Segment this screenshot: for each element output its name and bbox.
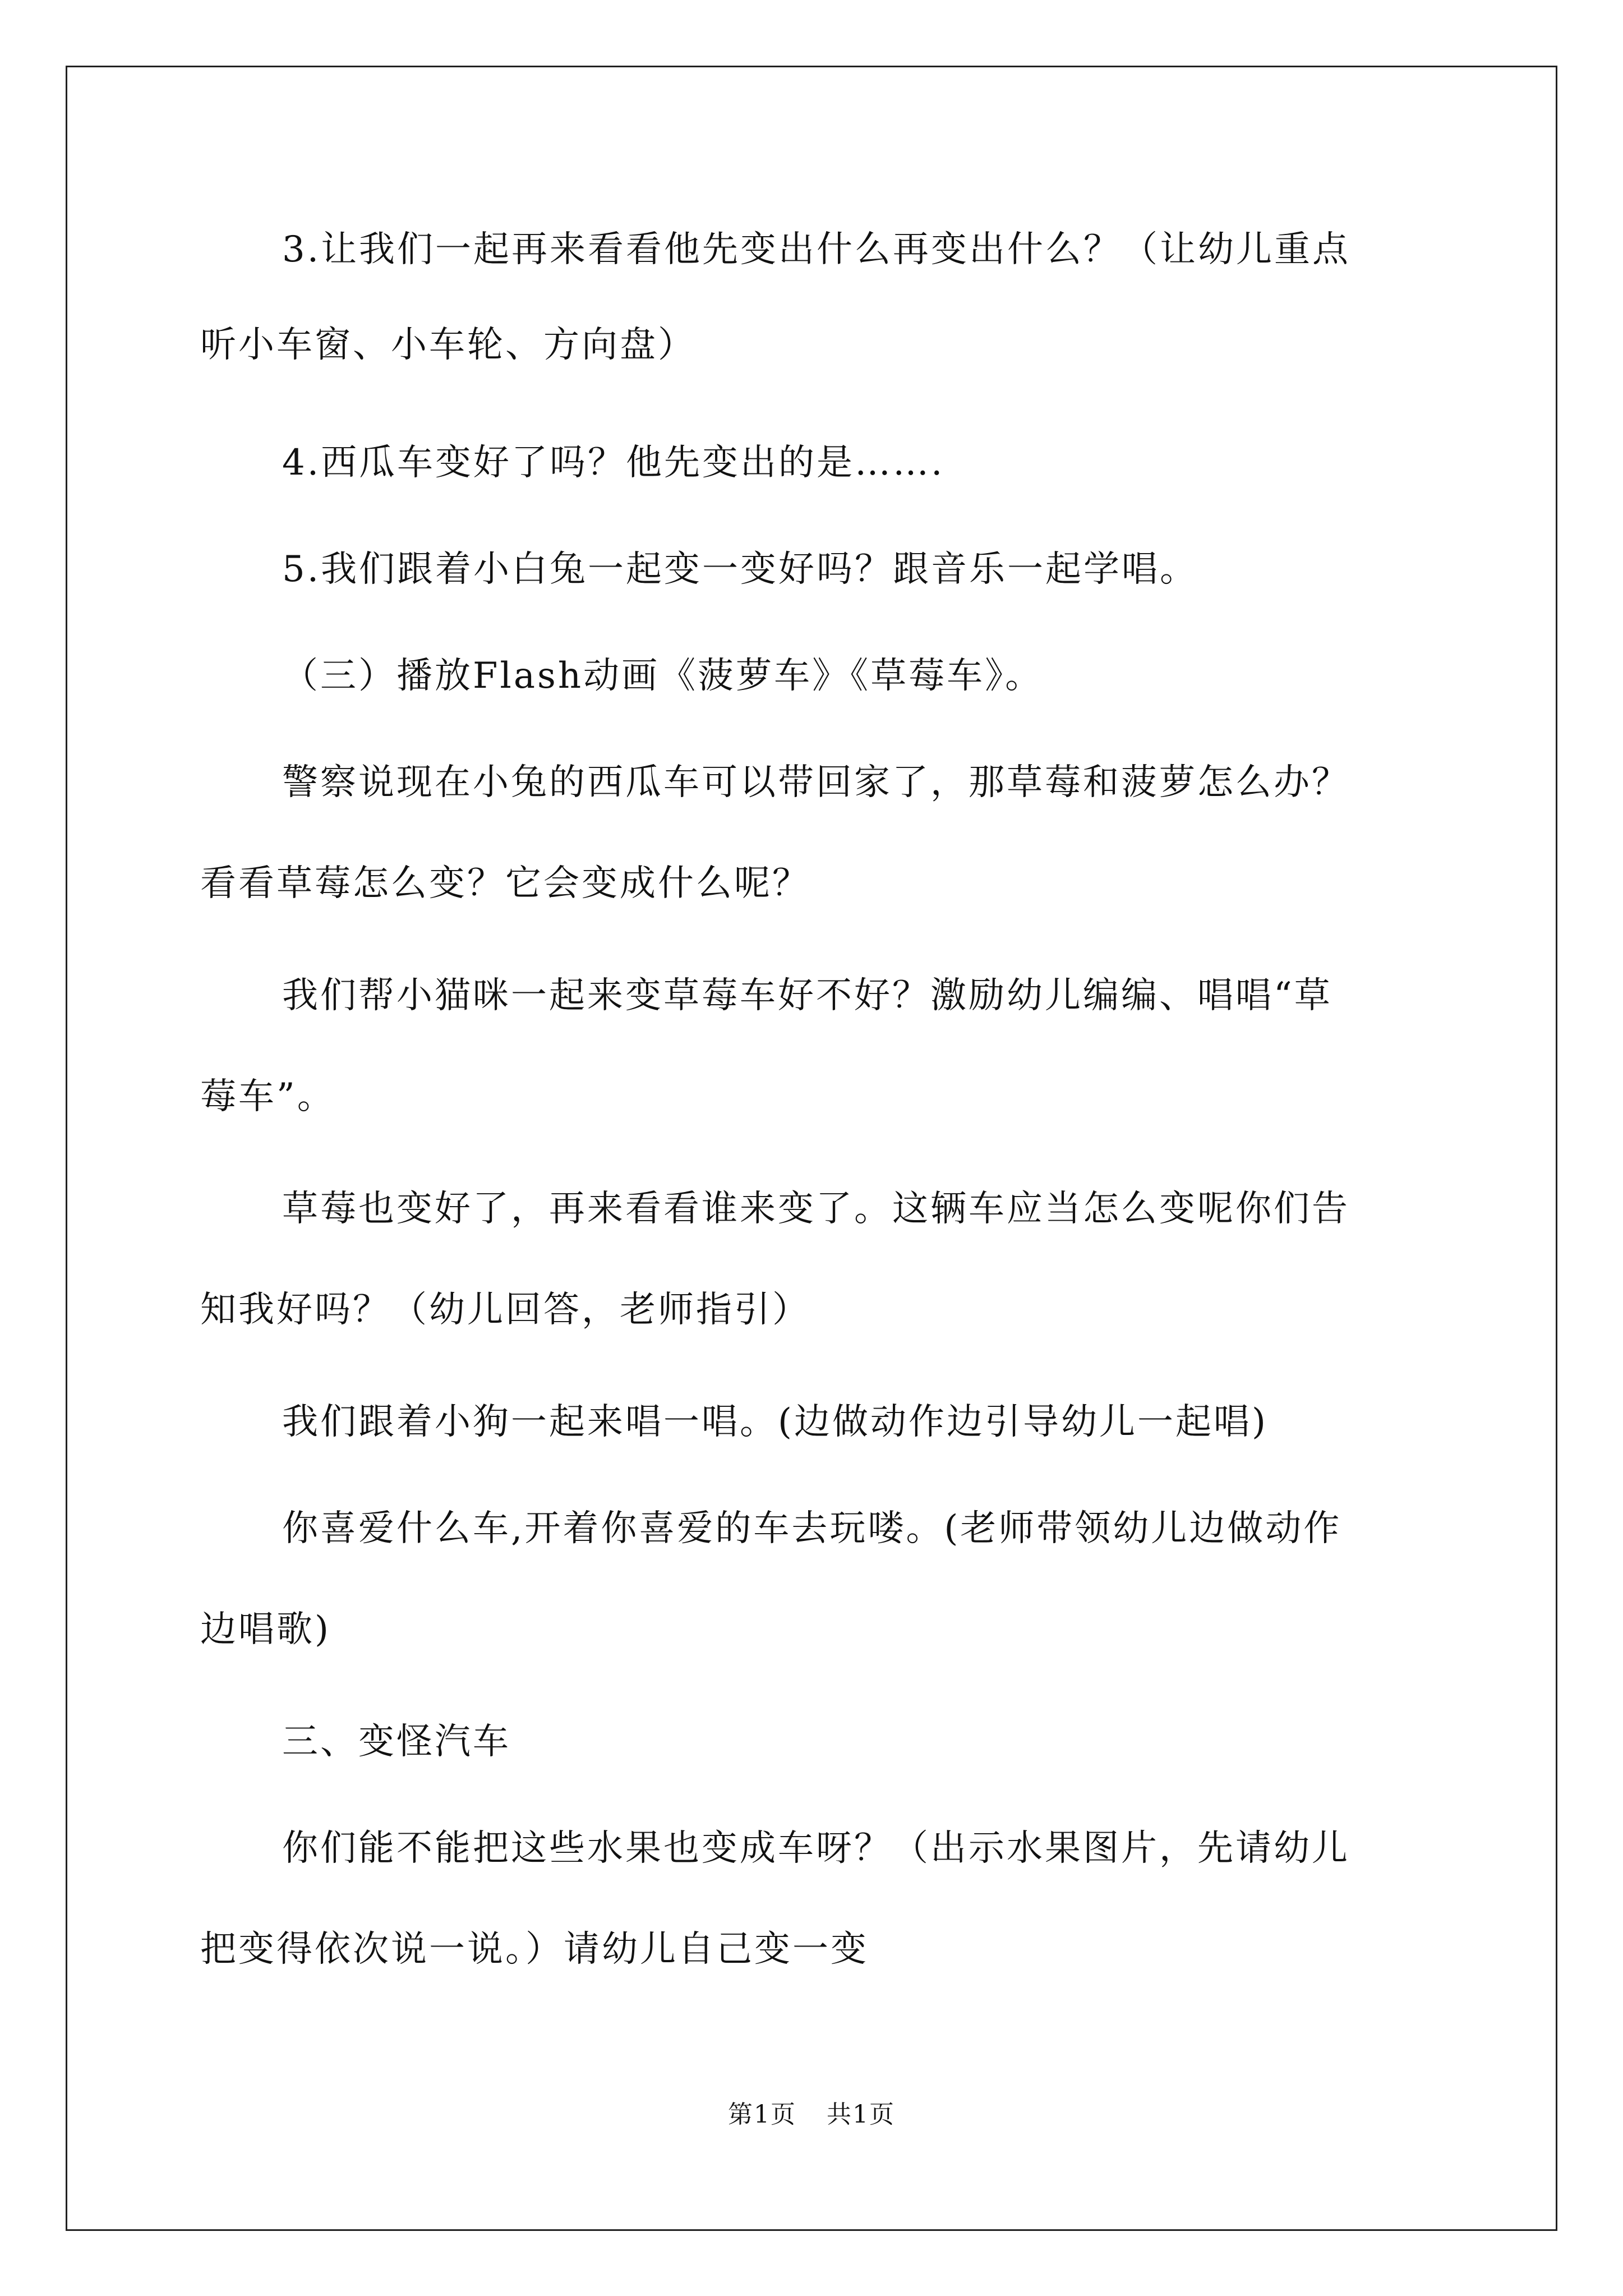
paragraph-line: 你喜爱什么车,开着你喜爱的车去玩喽。(老师带领幼儿边做动作	[282, 1508, 1342, 1549]
paragraph-line: 莓车”。	[200, 1076, 335, 1117]
paragraph-line: 5.我们跟着小白兔一起变一变好吗？跟音乐一起学唱。	[282, 549, 1198, 590]
paragraph-line: 4.西瓜车变好了吗？他先变出的是…….	[282, 442, 945, 484]
paragraph-line: 听小车窗、小车轮、方向盘）	[200, 324, 696, 366]
page-number-total: 共1页	[827, 2100, 895, 2129]
paragraph-line: 我们跟着小狗一起来唱一唱。(边做动作边引导幼儿一起唱)	[282, 1401, 1268, 1443]
paragraph-line: （三）播放Flash动画《菠萝车》《草莓车》。	[282, 655, 1044, 697]
page-border	[66, 66, 1557, 2231]
section-heading: 三、变怪汽车	[282, 1721, 511, 1763]
paragraph-line: 你们能不能把这些水果也变成车呀？（出示水果图片，先请幼儿	[282, 1828, 1350, 1869]
page-number-current: 第1页	[728, 2100, 796, 2129]
paragraph-line: 草莓也变好了，再来看看谁来变了。这辆车应当怎么变呢你们告	[282, 1188, 1350, 1230]
paragraph-line: 看看草莓怎么变？它会变成什么呢？	[200, 863, 810, 904]
paragraph-line: 知我好吗？（幼儿回答，老师指引）	[200, 1289, 810, 1331]
paragraph-line: 警察说现在小兔的西瓜车可以带回家了，那草莓和菠萝怎么办？	[282, 762, 1350, 803]
paragraph-line: 把变得依次说一说。）请幼儿自己变一变	[200, 1929, 869, 1970]
paragraph-line: 3.让我们一起再来看看他先变出什么再变出什么？（让幼儿重点	[282, 229, 1351, 270]
paragraph-line: 边唱歌)	[200, 1609, 331, 1650]
paragraph-line: 我们帮小猫咪一起来变草莓车好不好？激励幼儿编编、唱唱“草	[282, 975, 1332, 1016]
page-footer	[0, 2098, 1623, 2132]
